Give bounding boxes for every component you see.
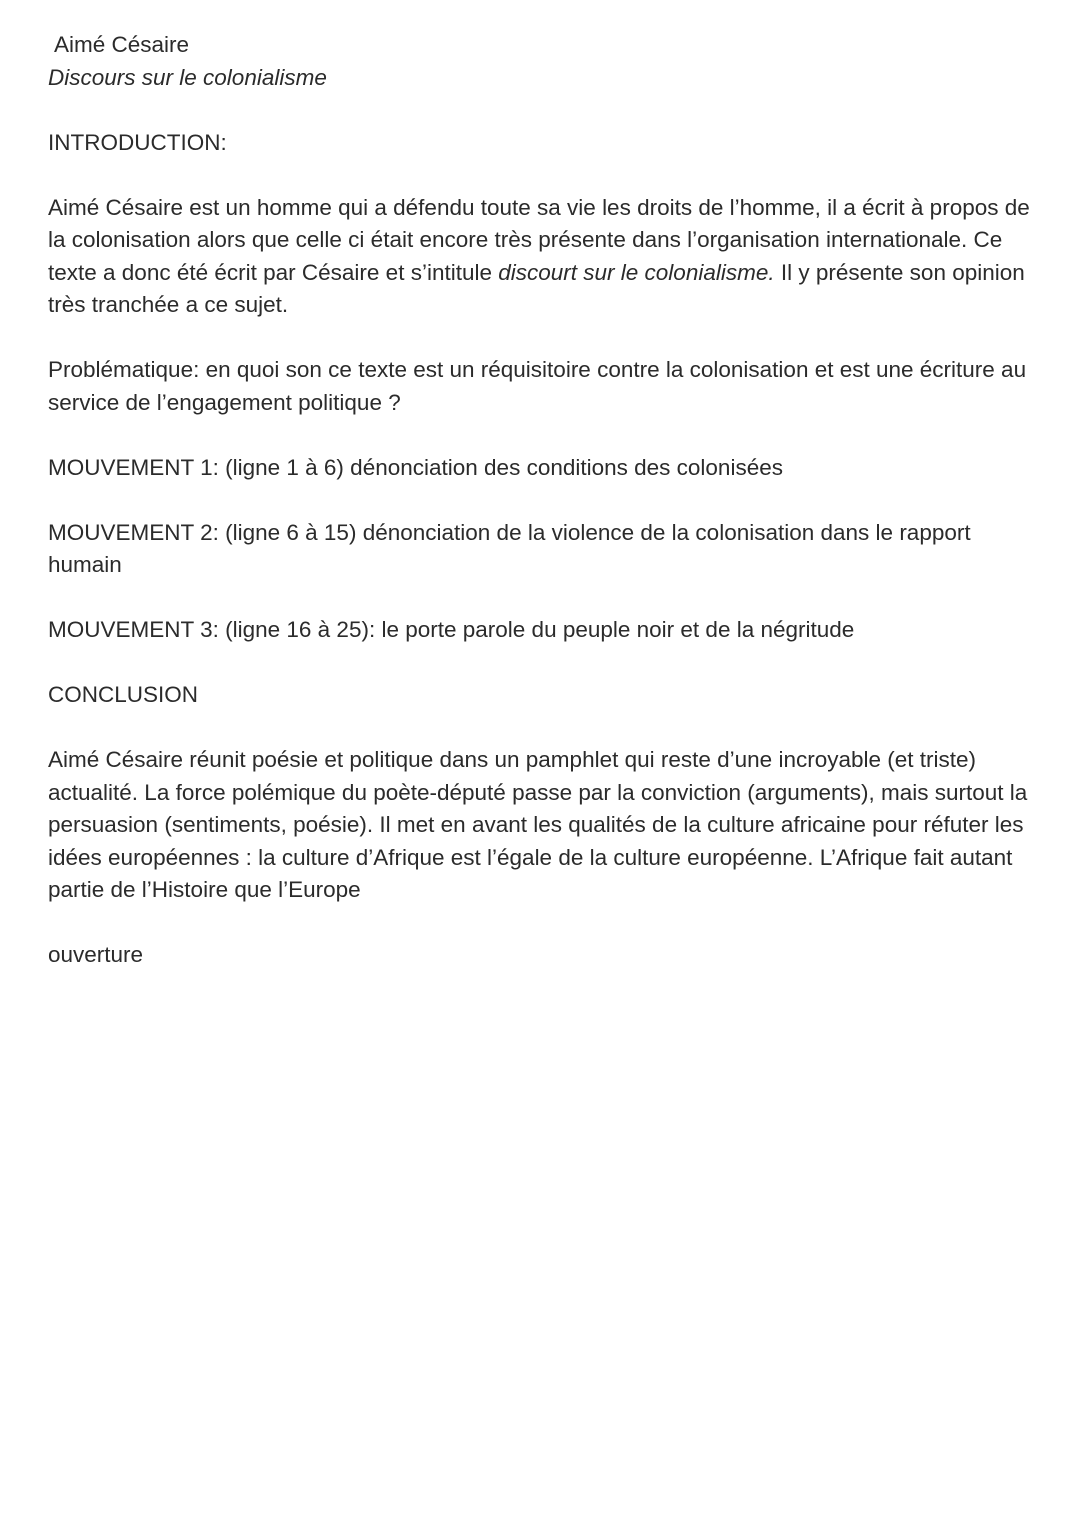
conclusion-heading: CONCLUSION <box>48 682 199 707</box>
introduction-paragraph <box>48 192 1038 322</box>
mouvement-2: MOUVEMENT 2: (ligne 6 à 15) dénonciation de la violence de la colonisation dans le rapport humain <box>48 519 971 577</box>
problematique-paragraph: Problématique: en quoi son ce texte est un réquisitoire contre la colonisation et est une écriture au service de l’engagement politique ? <box>48 357 1027 415</box>
introduction-heading: INTRODUCTION: <box>48 129 227 155</box>
conclusion-paragraph: Aimé Césaire réunit poésie et politique dans un pamphlet qui reste d’une incroyable (et triste) actualité. La force polémique du poète-député passe par la conviction (arguments), mais surtout la persuasion (sentiments, poésie). Il met en avant les qualités de la culture africaine pour réfuter les idées européennes : la culture d’Afrique est l’égale de la culture européenne. L’Afrique fait autant partie de l’Histoire que l’Europe <box>48 747 1028 902</box>
introduction-work-title: discourt sur le colonialisme. <box>498 259 775 285</box>
author-name: Aimé Césaire <box>54 32 190 57</box>
work-title: Discours sur le colonialisme <box>48 64 327 90</box>
document-page <box>48 29 1038 972</box>
ouverture-label: ouverture <box>48 942 144 967</box>
mouvement-1: MOUVEMENT 1: (ligne 1 à 6) dénonciation des conditions des colonisées <box>48 454 783 480</box>
introduction-text-part2: Il y présente son opinion très tranchée a ce sujet. <box>48 259 1025 317</box>
mouvement-3: MOUVEMENT 3: (ligne 16 à 25): le porte parole du peuple noir et de la négritude <box>48 617 855 642</box>
introduction-text-part1: Aimé Césaire est un homme qui a défendu toute sa vie les droits de l’homme, il a écrit à propos de la colonisation alors que celle ci était encore très présente dans l’organisation internationale. Ce texte a donc été écrit par Césaire et s’intitule <box>48 194 1030 285</box>
